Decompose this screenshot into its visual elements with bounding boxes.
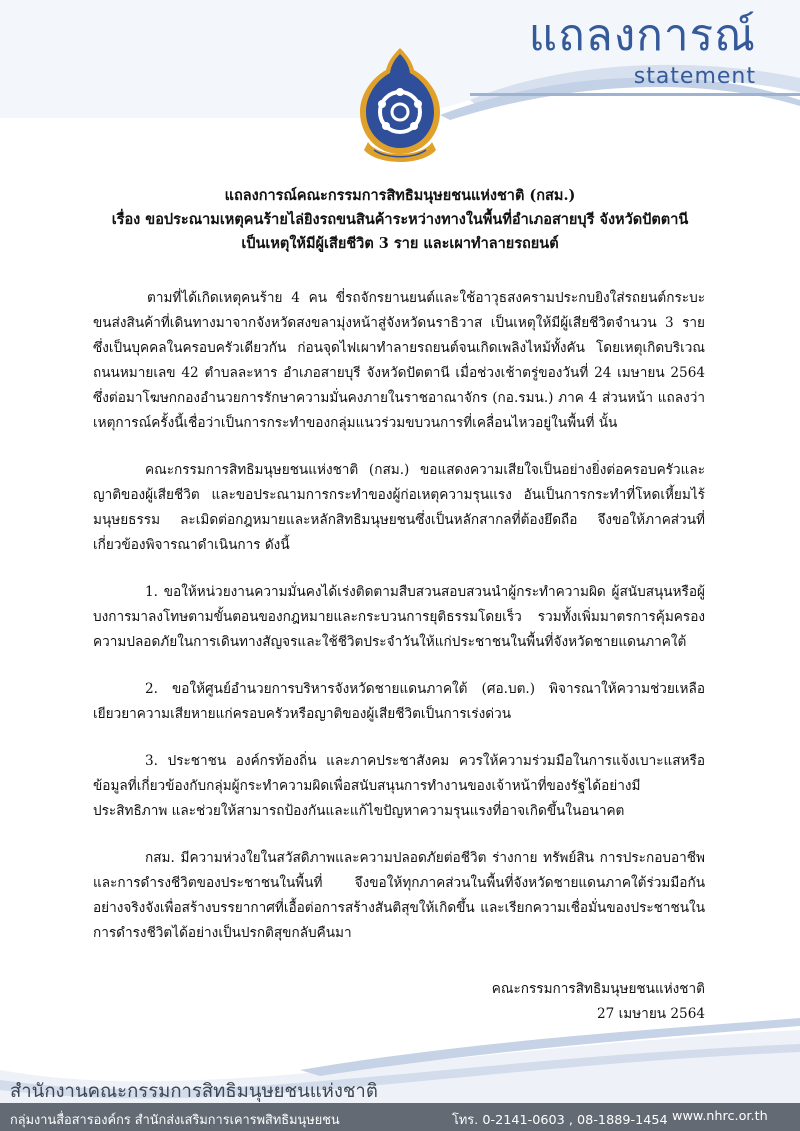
footer-org-name: สำนักงานคณะกรรมการสิทธิมนุษยชนแห่งชาติ [10, 1081, 378, 1102]
statement-heading [0, 184, 800, 256]
footer-phone: โทร. 0-2141-0603 , 08-1889-1454 [452, 1113, 668, 1128]
heading-line-2: เรื่อง ขอประณามเหตุคนร้ายไล่ยิงรถขนสินค้าระหว่างทางในพื้นที่อำเภอสายบุรี จังหวัดปัตตานี [111, 211, 689, 228]
paragraph-condolence: คณะกรรมการสิทธิมนุษยชนแห่งชาติ (กสม.) ขอแสดงความเสียใจเป็นอย่างยิ่งต่อครอบครัวและญาติของผู้เสียชีวิต และขอประณามการกระทำของผู้ก่อเหตุความรุนแรง อันเป็นการกระทำที่โหดเหี้ยมไร้มนุษยธรรม ละเมิดต่อกฎหมายและหลักสิทธิมนุษยชนซึ่งเป็นหลักสากลที่ต้องยึดถือ จึงขอให้ภาคส่วนที่เกี่ยวข้องพิจารณาดำเนินการ ดังนี้ [93, 462, 705, 553]
footer-contact-bar [0, 1103, 800, 1131]
heading-line-3: เป็นเหตุให้มีผู้เสียชีวิต 3 ราย และเผาทำลายรถยนต์ [241, 235, 559, 252]
heading-line-1: แถลงการณ์คณะกรรมการสิทธิมนุษยชนแห่งชาติ (กสม.) [224, 187, 576, 204]
footer-website[interactable]: www.nhrc.or.th [672, 1109, 768, 1124]
paragraph-item-3: 3. ประชาชน องค์กรท้องถิ่น และภาคประชาสังคม ควรให้ความร่วมมือในการแจ้งเบาะแสหรือข้อมูลที่เกี่ยวข้องกับกลุ่มผู้กระทำความผิดเพื่อสนับสนุนการทำงานของเจ้าหน้าที่ของรัฐได้อย่างมีประสิทธิภาพ และช่วยให้สามารถป้องกันและแก้ไขปัญหาความรุนแรงที่อาจเกิดขึ้นในอนาคต [93, 753, 705, 819]
statement-title-english: statement [633, 64, 756, 89]
paragraph-closing: กสม. มีความห่วงใยในสวัสดิภาพและความปลอดภัยต่อชีวิต ร่างกาย ทรัพย์สิน การประกอบอาชีพและการดำรงชีวิตของประชาชนในพื้นที่ จึงขอให้ทุกภาคส่วนในพื้นที่จังหวัดชายแดนภาคใต้ร่วมมือกันอย่างจริงจังเพื่อสร้างบรรยากาศที่เอื้อต่อการสร้างสันติสุขให้เกิดขึ้น และเรียกความเชื่อมั่นของประชาชนในการดำรงชีวิตได้อย่างเป็นปรกติสุขกลับคืนมา [93, 850, 705, 941]
signature-org: คณะกรรมการสิทธิมนุษยชนแห่งชาติ [491, 981, 705, 997]
paragraph-item-1: 1. ขอให้หน่วยงานความมั่นคงได้เร่งติดตามสืบสวนสอบสวนนำผู้กระทำความผิด ผู้สนับสนุนหรือผู้บงการมาลงโทษตามขั้นตอนของกฎหมายและกระบวนการยุติธรรมโดยเร็ว รวมทั้งเพิ่มมาตรการคุ้มครองความปลอดภัยในการเดินทางสัญจรและใช้ชีวิตประจำวันให้แก่ประชาชนในพื้นที่จังหวัดชายแดนภาคใต้ [93, 584, 705, 650]
nhrc-logo-icon [356, 46, 444, 164]
paragraph-incident: ตามที่ได้เกิดเหตุคนร้าย 4 คน ขี่รถจักรยานยนต์และใช้อาวุธสงครามประกบยิงใส่รถยนต์กระบะขนส่งสินค้าที่เดินทางมาจากจังหวัดสงขลามุ่งหน้าสู่จังหวัดนราธิวาส เป็นเหตุให้มีผู้เสียชีวิตจำนวน 3 ราย ซึ่งเป็นบุคคลในครอบครัวเดียวกัน ก่อนจุดไฟเผาทำลายรถยนต์จนเกิดเพลิงไหม้ทั้งคัน โดยเหตุเกิดบริเวณถนนหมายเลข 42 ตำบลละหาร อำเภอสายบุรี จังหวัดปัตตานี เมื่อช่วงเช้าตรู่ของวันที่ 24 เมษายน 2564 ซึ่งต่อมาโฆษกกองอำนวยการรักษาความมั่นคงภายในราชอาณาจักร (กอ.รมน.) ภาค 4 ส่วนหน้า แถลงว่าเหตุการณ์ครั้งนี้เชื่อว่าเป็นการกระทำของกลุ่มแนวร่วมขบวนการที่เคลื่อนไหวอยู่ในพื้นที่ นั้น [93, 290, 705, 431]
statement-body [93, 286, 705, 968]
paragraph-item-2: 2. ขอให้ศูนย์อำนวยการบริหารจังหวัดชายแดนภาคใต้ (ศอ.บต.) พิจารณาให้ความช่วยเหลือเยียวยาความเสียหายแก่ครอบครัวหรือญาติของผู้เสียชีวิตเป็นการเร่งด่วน [93, 681, 705, 722]
signature-date: 27 เมษายน 2564 [597, 1006, 705, 1022]
footer-division: กลุ่มงานสื่อสารองค์กร สำนักส่งเสริมการเคารพสิทธิมนุษยชน [10, 1113, 340, 1128]
statement-title-thai: แถลงการณ์ [528, 10, 756, 61]
